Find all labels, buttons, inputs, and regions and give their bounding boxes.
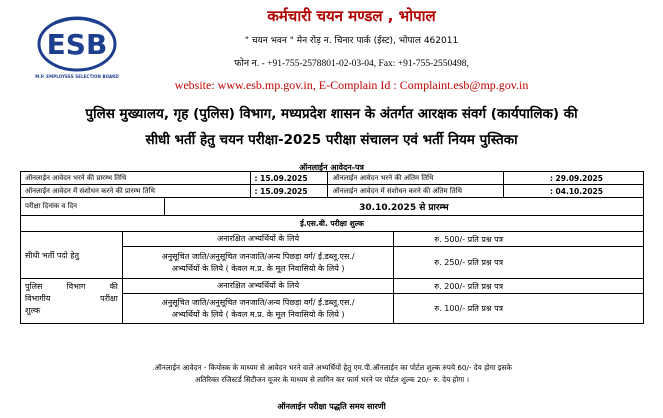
edit-start-label: ऑनलाईन आवेदन में संशोधन करने की प्रारम्भ तिथि [21,185,251,198]
edit-start-value: : 15.09.2025 [250,185,328,198]
reserved-category-label [122,247,394,279]
departmental-exam-label [21,279,123,324]
direct-reserved-fee: रु. 250/- प्रति प्रश्न पत्र [394,247,644,279]
reserved-category-line1: अनुसूचित जाति/अनुसूचित जनजाति/अन्य पिछड़ा वर्ग/ ई.डब्लू.एस./ [161,297,355,307]
portal-fee-note-line2: अतिरिक्त रजिस्टर्ड सिटीजन यूजर के माध्यम से लागिन कर फार्म भरने पर पोर्टल शुल्क 20/- रु. देय होगा । [194,375,470,384]
portal-fee-note-line1: .ऑनलाईन आवेदन - कियोस्क के माध्यम से आवेदन भरने वाले अभ्यर्थियों हेतु एम.पी.ऑनलाईन का पोर्टल शुल्क रुपये 60/- देय होगा इसके [152,363,512,372]
dept-reserved-fee: रु. 100/- प्रति प्रश्न पत्र [394,294,644,324]
reserved-category-label [122,294,394,324]
departmental-exam-line1: पुलिस विभाग की [25,282,118,291]
org-website[interactable]: website: www.esb.mp.gov.in, E-Complain Id : Complaint.esb@mp.gov.in [174,78,529,92]
org-phone: फोन न. - +91-755-2578801-02-03-04, Fax: +91-755-2550498, [234,59,469,69]
document-title-line1: पुलिस मुख्यालय, गृह (पुलिस) विभाग, मध्यप्रदेश शासन के अंतर्गत आरक्षक संवर्ग (कार्यपालिक) की [85,106,578,122]
exam-schedule-caption: ऑनलाईन परीक्षा पद्धति समय सारणी [277,402,386,411]
table-row [21,185,644,198]
apply-start-label: ऑनलाईन आवेदन भरने की प्रारम्भ तिथि [21,172,251,185]
letterhead [0,0,663,100]
fee-heading: ई.एस.बी. परीक्षा शुल्क [21,216,644,232]
schedule-fee-table [20,171,644,324]
apply-last-value: : 29.09.2025 [504,172,644,185]
edit-last-value: : 04.10.2025 [504,185,644,198]
reserved-category-line2: अभ्यर्थियों के लिये ( केवल म.प्र. के मूल निवासियो के लिये ) [171,263,345,273]
portal-fee-note [24,362,640,386]
table-row [21,279,644,294]
org-address: " चयन भवन " मेन रोड़ न. चिनार पार्क (ईस्ट), भोपाल 462011 [244,36,459,46]
table-row [21,198,644,216]
unreserved-category-label: अनारक्षित अभ्यर्थियों के लिये [122,279,394,294]
document-title-line2: सीधी भर्ती हेतु चयन परीक्षा-2025 परीक्षा संचालन एवं भर्ती नियम पुस्तिका [145,132,518,148]
logo-caption: M.P. EMPLOYEES SELECTION BOARD [35,74,119,79]
table-row [21,172,644,185]
table-row [21,232,644,247]
apply-start-value: : 15.09.2025 [250,172,328,185]
reserved-category-line1: अनुसूचित जाति/अनुसूचित जनजाति/अन्य पिछड़ा वर्ग/ ई.डब्लू.एस./ [161,251,355,261]
dept-unreserved-fee: रु. 200/- प्रति प्रश्न पत्र [394,279,644,294]
departmental-exam-line2: विभागीय परीक्षा [25,294,118,303]
table-row [21,216,644,232]
exam-date-label: परीक्षा दिनांक व दिन [21,198,165,216]
org-name: कर्मचारी चयन मण्डल , भोपाल [267,7,436,25]
exam-date-value: 30.10.2025 से प्रारम्भ [164,198,643,216]
apply-last-label: ऑनलाईन आवेदन भरने की अंतिम तिथि [328,172,504,185]
edit-last-label: ऑनलाईन आवेदन में संशोधन करने की अंतिम तिथि [328,185,504,198]
direct-recruitment-label: सीधी भर्ती पदो हेतु [21,232,123,279]
unreserved-category-label: अनारक्षित अभ्यर्थियों के लिये [122,232,394,247]
departmental-exam-line3: शुल्क [25,306,41,315]
online-form-caption: ऑनलाईन आवेदन-पत्र [299,163,364,172]
direct-unreserved-fee: रु. 500/- प्रति प्रश्न पत्र [394,232,644,247]
logo-text: ESB [46,28,108,61]
reserved-category-line2: अभ्यर्थियों के लिये ( केवल म.प्र. के मूल निवासियो के लिये ) [171,309,345,319]
